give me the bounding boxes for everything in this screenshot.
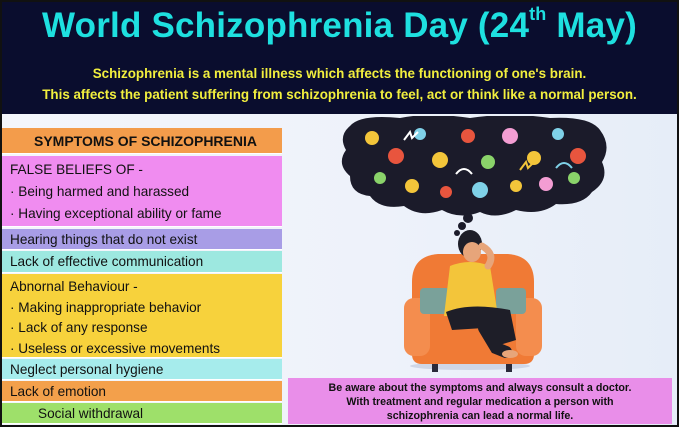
abnormal-behaviour-item: · Lack of any response <box>10 320 148 335</box>
symptom-communication: Lack of effective communication <box>2 251 282 273</box>
symptom-hygiene: Neglect personal hygiene <box>2 359 282 380</box>
symptoms-heading: SYMPTOMS OF SCHIZOPHRENIA <box>2 128 282 154</box>
abnormal-behaviour-title: Abnornal Behaviour - <box>10 279 138 294</box>
subtitle-line-1: Schizophrenia is a mental illness which affects the functioning of one's brain. <box>92 66 587 81</box>
symptom-withdrawal: Social withdrawal <box>2 403 282 424</box>
advice-line-1: Be aware about the symptoms and always consult a doctor. <box>328 382 632 394</box>
false-beliefs-block <box>2 156 282 227</box>
symptom-emotion: Lack of emotion <box>2 381 282 402</box>
subtitle-line-2: This affects the patient suffering from schizophrenia to feel, act or think like a normal person. <box>42 87 637 102</box>
title-superscript: th <box>529 4 547 25</box>
abnormal-behaviour-block <box>2 274 282 358</box>
false-beliefs-item: · Being harmed and harassed <box>10 184 190 199</box>
symptom-hearing: Hearing things that do not exist <box>2 229 282 250</box>
advice-line-2: With treatment and regular medication a person with <box>346 396 614 408</box>
false-beliefs-title: FALSE BELIEFS OF - <box>10 162 143 177</box>
page-title: World Schizophrenia Day (24th May) <box>42 4 637 45</box>
abnormal-behaviour-item: · Making inappropriate behavior <box>10 299 202 315</box>
advice-line-3: schizophrenia can lead a normal life. <box>386 410 574 422</box>
distressed-person-illustration <box>320 116 640 374</box>
abnormal-behaviour-item: · Useless or excessive movements <box>10 340 221 356</box>
header-banner <box>2 2 677 114</box>
advice-note <box>288 378 672 424</box>
false-beliefs-item: · Having exceptional ability or fame <box>10 206 222 221</box>
